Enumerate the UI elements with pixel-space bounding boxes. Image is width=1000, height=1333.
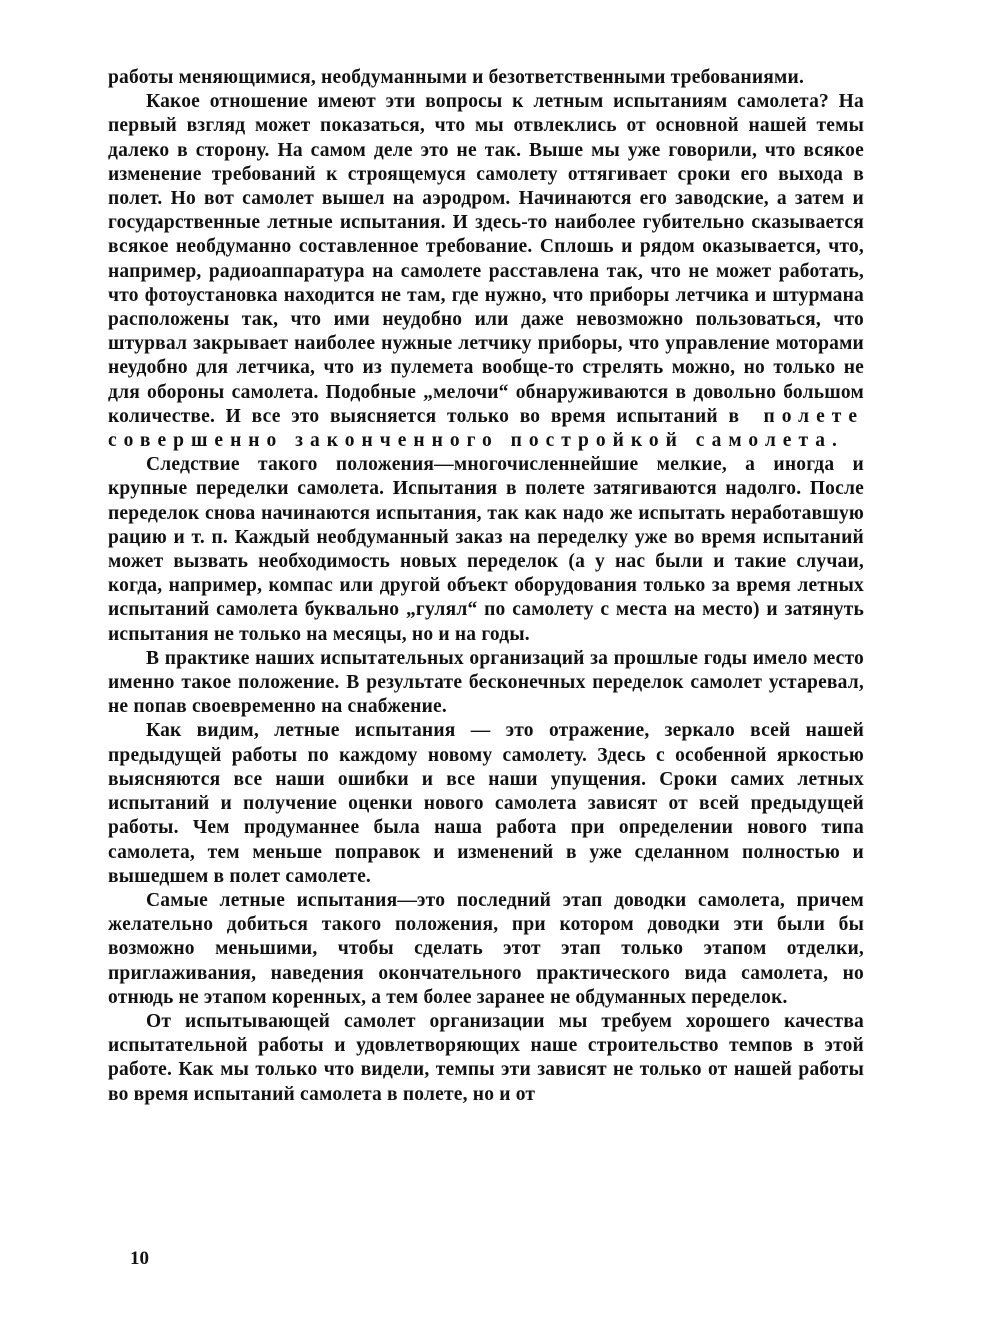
paragraph: Самые летные испытания—это последний этап доводки самолета, причем желательно добиться такого положения, при котором доводки эти были бы возможно меньшими, чтобы сделать этот этап только этапом отделки, приглаживания, наведения окончательного практического вида самолета, но отнюдь не этапом коренных, а тем более заранее не обдуманных переделок. [108,889,864,1008]
paragraph [108,90,864,453]
emphasized-text: в полете совершенно законченного постройкой самолета [108,405,865,452]
paragraph-text-end: . [832,430,838,452]
paragraph: Следствие такого положения—многочисленнейшие мелкие, а иногда и крупные переделки самолета. Испытания в полете затягиваются надолго. После переделок снова начинаются испытания, так как надо же испытать неработавшую рацию и т. п. Каждый необдуманный заказ на переделку уже во время испытаний может вызвать необходимость новых переделок (а у нас были и такие случаи, когда, например, компас или другой объект оборудования только за время летных испытаний самолета буквально „гулял“ по самолету с места на место) и затянуть испытания не только на месяцы, но и на годы. [108,454,864,645]
paragraph: Как видим, летные испытания — это отражение, зеркало всей нашей предыдущей работы по каждому новому самолету. Здесь с особенной яркостью выясняются все наши ошибки и все наши упущения. Сроки самих летных испытаний и получение оценки нового самолета зависят от всей предыдущей работы. Чем продуманнее была наша работа при определении нового типа самолета, тем меньше поправок и изменений в уже сделанном полностью и вышедшем в полет самолете. [108,720,864,887]
paragraph: В практике наших испытательных организаций за прошлые годы имело место именно такое положение. В результате бесконечных переделок самолет устаревал, не попав своевременно на снабжение. [108,647,864,718]
page-number: 10 [130,1248,149,1269]
paragraph: От испытывающей самолет организации мы требуем хорошего качества испытательной работы и удовлетворяющих наше строительство темпов в этой работе. Как мы только что видели, темпы эти зависят не только от нашей работы во время испытаний самолета в полете, но и от [108,1010,864,1105]
paragraph-text: Какое отношение имеют эти вопросы к летным испытаниям самолета? На первый взгляд может показаться, что мы отвлеклись от основной нашей темы далеко в сторону. На самом деле это не так. Выше мы уже говорили, что всякое изменение требований к строящемуся самолету оттягивает сроки его выхода в полет. Но вот самолет вышел на аэродром. Начинаются его заводские, а затем и государственные летные испытания. И здесь-то наиболее губительно сказывается всякое необдуманно составленное требование. Сплошь и рядом оказывается, что, например, радиоаппаратура на самолете расставлена так, что не может работать, что фотоустановка находится не там, где нужно, что приборы летчика и штурмана расположены так, что ими неудобно или даже невозможно пользоваться, что штурвал закрывает наиболее нужные летчику приборы, что управление моторами неудобно для летчика, что из пулемета вообще-то стрелять можно, но только не для обороны самолета. Подобные „мелочи“ обнаруживаются в довольно большом количестве. И все это выясняется только во время испытаний [108,91,864,427]
paragraph-continuation: работы меняющимися, необдуманными и безответственными требованиями. [108,67,805,88]
body-text [108,66,864,1107]
